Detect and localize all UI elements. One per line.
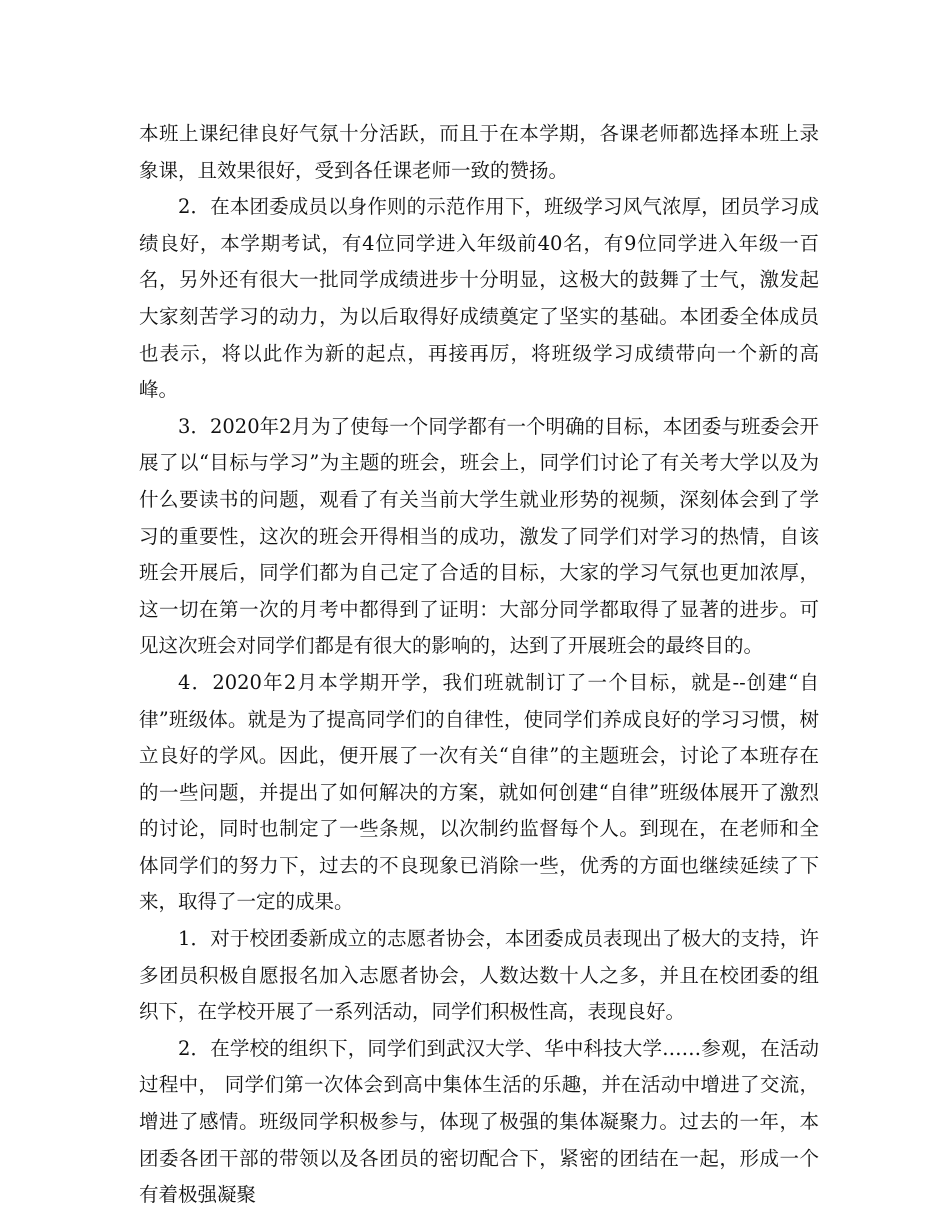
document-page [139,116,819,1214]
paragraph-volunteer-association: 1．对于校团委新成立的志愿者协会，本团委成员表现出了极大的支持，许多团员积极自愿报名加入志愿者协会，人数达数十人之多，并且在校团委的组织下，在学校开展了一系列活动，同学们积极性高，表现良好。 [139,927,819,1024]
paragraph-university-visit: 2．在学校的组织下，同学们到武汉大学、华中科技大学……参观，在活动过程中， 同学们第一次体会到高中集体生活的乐趣，并在活动中增进了交流，增进了感情。班级同学积极参与，体现了极强的集体凝聚力。过去的一年，本团委各团干部的带领以及各团员的密切配合下，紧密的团结在一起，形成一个有着极强凝聚 [139,1036,819,1207]
paragraph-continuation: 本班上课纪律良好气氛十分活跃，而且于在本学期，各课老师都选择本班上录象课，且效果很好，受到各任课老师一致的赞扬。 [139,122,819,182]
paragraph-goal-class-meeting: 3．2020年2月为了使每一个同学都有一个明确的目标，本团委与班委会开展了以“目标与学习”为主题的班会，班会上，同学们讨论了有关考大学以及为什么要读书的问题，观看了有关当前大学生就业形势的视频，深刻体会到了学习的重要性，这次的班会开得相当的成功，激发了同学们对学习的热情，自该班会开展后，同学们都为自己定了合适的目标，大家的学习气氛也更加浓厚，这一切在第一次的月考中都得到了证明：大部分同学都取得了显著的进步。可见这次班会对同学们都是有很大的影响的，达到了开展班会的最终目的。 [139,414,819,658]
paragraph-self-discipline: 4．2020年2月本学期开学，我们班就制订了一个目标，就是--创建“自律”班级体。就是为了提高同学们的自律性，使同学们养成良好的学习习惯，树立良好的学风。因此，便开展了一次有关“自律”的主题班会，讨论了本班存在的一些问题，并提出了如何解决的方案，就如何创建“自律”班级体展开了激烈的讨论，同时也制定了一些条规，以次制约监督每个人。到现在，在老师和全体同学们的努力下，过去的不良现象已消除一些，优秀的方面也继续延续了下来，取得了一定的成果。 [139,670,819,914]
paragraph-study-results: 2．在本团委成员以身作则的示范作用下，班级学习风气浓厚，团员学习成绩良好，本学期考试，有4位同学进入年级前40名，有9位同学进入年级一百名，另外还有很大一批同学成绩进步十分明显，这极大的鼓舞了士气，激发起大家刻苦学习的动力，为以后取得好成绩奠定了坚实的基础。本团委全体成员也表示，将以此作为新的起点，再接再厉，将班级学习成绩带向一个新的高峰。 [139,195,819,402]
